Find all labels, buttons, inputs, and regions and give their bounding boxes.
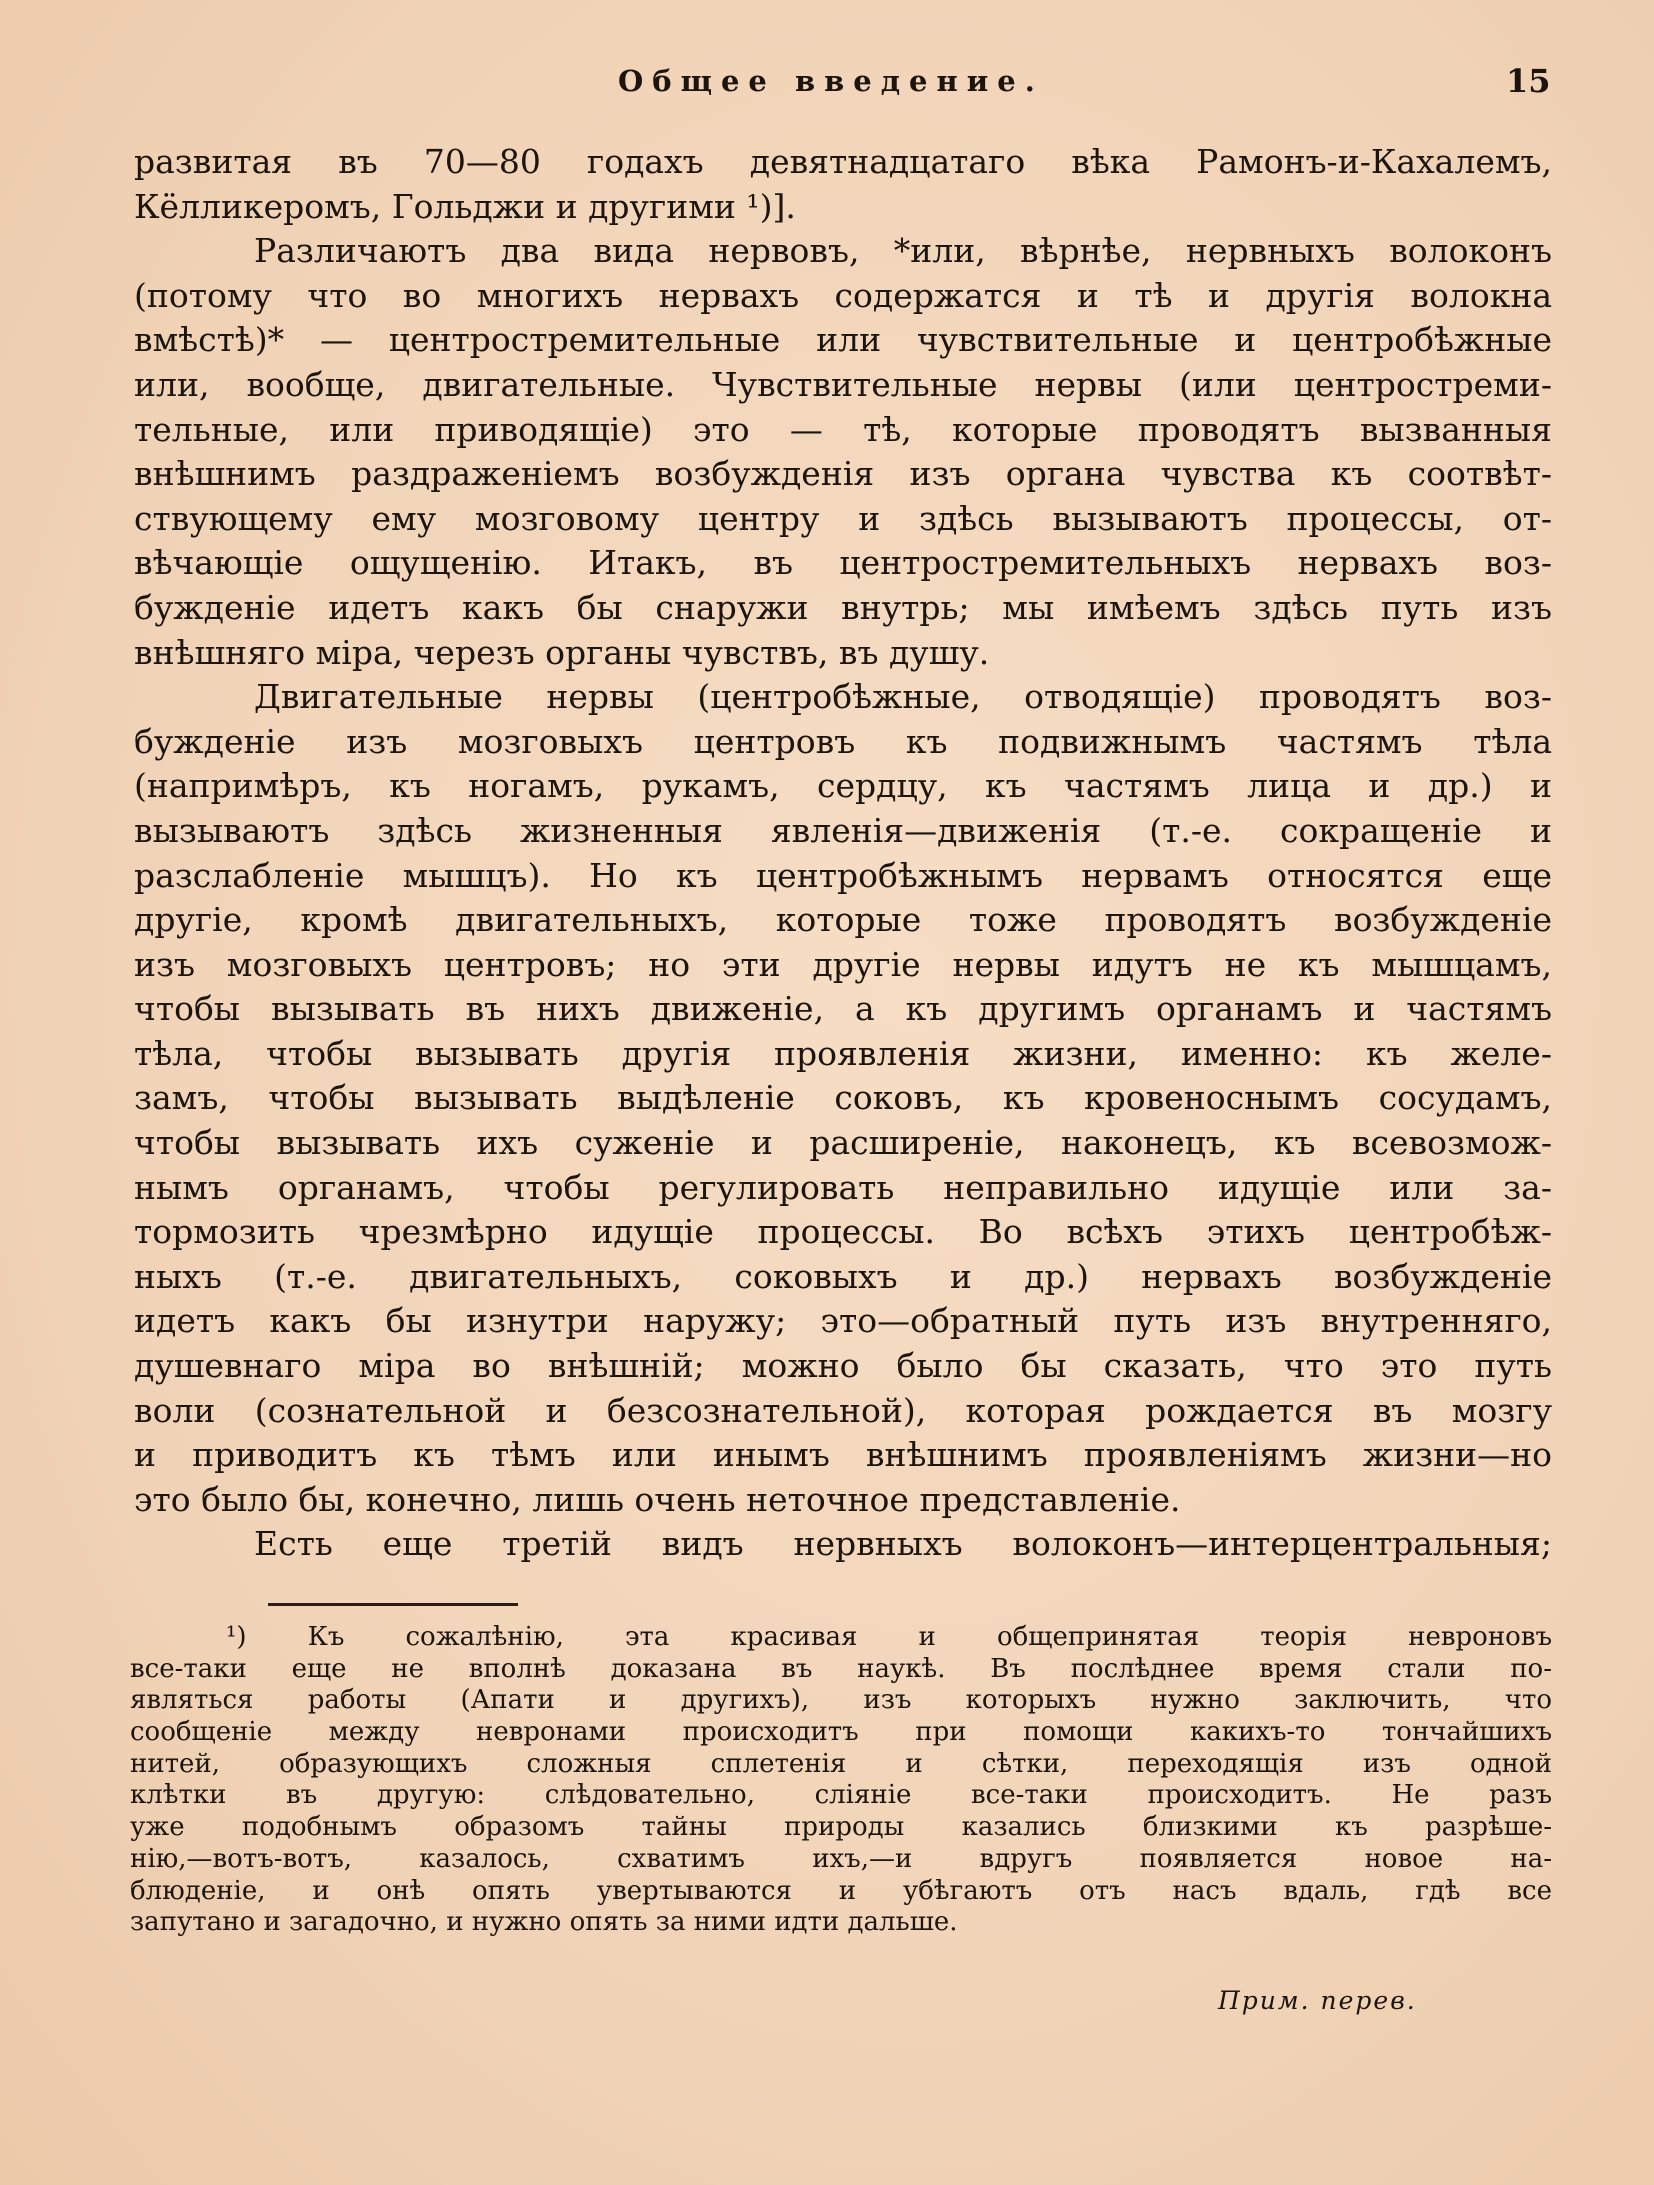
body-line: воли (сознательной и безсознательной), которая рождается въ мозгу xyxy=(134,1390,1552,1430)
body-line: Двигательные нервы (центробѣжные, отводящіе) проводятъ воз- xyxy=(254,677,1552,717)
body-line: ныхъ (т.-е. двигательныхъ, соковыхъ и др.) нервахъ возбужденіе xyxy=(134,1256,1552,1296)
running-head: Общее введение. xyxy=(618,64,1044,98)
footnote-line: все-таки еще не вполнѣ доказана въ наукѣ. Въ послѣднее время стали по- xyxy=(130,1653,1552,1684)
body-line: чтобы вызывать ихъ суженіе и расширеніе, наконецъ, къ всевозмож- xyxy=(134,1123,1552,1163)
body-line: тѣла, чтобы вызывать другія проявленія жизни, именно: къ желе- xyxy=(134,1033,1552,1073)
body-line: и приводитъ къ тѣмъ или инымъ внѣшнимъ проявленіямъ жизни—но xyxy=(134,1435,1552,1475)
body-line: Различаютъ два вида нервовъ, *или, вѣрнѣе, нервныхъ волоконъ xyxy=(254,231,1552,271)
body-line: (напримѣръ, къ ногамъ, рукамъ, сердцу, къ частямъ лица и др.) и xyxy=(134,766,1552,806)
body-line: это было бы, конечно, лишь очень неточное представленіе. xyxy=(134,1479,1181,1519)
footnote-line: являться работы (Апати и другихъ), изъ которыхъ нужно заключить, что xyxy=(130,1685,1552,1716)
footnote-separator xyxy=(268,1603,518,1606)
footnote-line: нитей, образующихъ сложныя сплетенія и сѣтки, переходящія изъ одной xyxy=(130,1748,1552,1779)
body-line: тельные, или приводящіе) это — тѣ, которые проводятъ вызванныя xyxy=(134,409,1552,449)
body-line: тормозить чрезмѣрно идущіе процессы. Во всѣхъ этихъ центробѣж- xyxy=(134,1212,1552,1252)
body-line: или, вообще, двигательные. Чувствительные нервы (или центростреми- xyxy=(134,364,1552,404)
body-line: другіе, кромѣ двигательныхъ, которые тоже проводятъ возбужденіе xyxy=(134,900,1552,940)
body-line: идетъ какъ бы изнутри наружу; это—обратный путь изъ внутренняго, xyxy=(134,1301,1552,1341)
body-line: Кёлликеромъ, Гольджи и другими ¹)]. xyxy=(134,186,796,226)
body-line: душевнаго міра во внѣшній; можно было бы сказать, что это путь xyxy=(134,1346,1552,1386)
body-line: нымъ органамъ, чтобы регулировать неправильно идущіе или за- xyxy=(134,1167,1552,1207)
footnote-line: клѣтки въ другую: слѣдовательно, сліяніе все-таки происходитъ. Не разъ xyxy=(130,1780,1552,1811)
body-line: замъ, чтобы вызывать выдѣленіе соковъ, къ кровеноснымъ сосудамъ, xyxy=(134,1078,1552,1118)
footnote-text xyxy=(130,1622,1552,1939)
body-line: вѣчающіе ощущенію. Итакъ, въ центростремительныхъ нервахъ воз- xyxy=(134,543,1552,583)
footnote-line: уже подобнымъ образомъ тайны природы казались близкими къ разрѣше- xyxy=(130,1812,1552,1843)
footnote-line: сообщеніе между невронами происходитъ при помощи какихъ-то тончайшихъ xyxy=(130,1717,1552,1748)
body-line: вмѣстѣ)* — центростремительные или чувствительные и центробѣжные xyxy=(134,320,1552,360)
body-line: вызываютъ здѣсь жизненныя явленія—движенія (т.-е. сокращеніе и xyxy=(134,810,1552,850)
body-line: чтобы вызывать въ нихъ движеніе, а къ другимъ органамъ и частямъ xyxy=(134,989,1552,1029)
body-line: Есть еще третій видъ нервныхъ волоконъ—интерцентральныя; xyxy=(254,1524,1552,1564)
body-line: внѣшнимъ раздраженіемъ возбужденія изъ органа чувства къ соотвѣт- xyxy=(134,454,1552,494)
body-line: ствующему ему мозговому центру и здѣсь вызываютъ процессы, от- xyxy=(134,498,1552,538)
body-text xyxy=(134,140,1552,1567)
body-line: бужденіе идетъ какъ бы снаружи внутрь; мы имѣемъ здѣсь путь изъ xyxy=(134,587,1552,627)
body-line: бужденіе изъ мозговыхъ центровъ къ подвижнымъ частямъ тѣла xyxy=(134,721,1552,761)
footnote-line: запутано и загадочно, и нужно опять за ними идти дальше. xyxy=(130,1907,958,1938)
body-line: (потому что во многихъ нервахъ содержатся и тѣ и другія волокна xyxy=(134,275,1552,315)
body-line: внѣшняго міра, черезъ органы чувствъ, въ душу. xyxy=(134,632,990,672)
footnote-signature: Прим. перев. xyxy=(1218,1986,1417,2015)
body-line: развитая въ 70—80 годахъ девятнадцатаго вѣка Рамонъ-и-Кахалемъ, xyxy=(134,142,1552,181)
body-line: разслабленіе мышцъ). Но къ центробѣжнымъ нервамъ относятся еще xyxy=(134,855,1552,895)
body-line: изъ мозговыхъ центровъ; но эти другіе нервы идутъ не къ мышцамъ, xyxy=(134,944,1552,984)
page-number: 15 xyxy=(1506,62,1551,100)
footnote-line: нію,—вотъ-вотъ, казалось, схватимъ ихъ,—и вдругъ появляется новое на- xyxy=(130,1843,1552,1874)
footnote-line: блюденіе, и онѣ опять увертываются и убѣгаютъ отъ насъ вдаль, гдѣ все xyxy=(130,1875,1552,1906)
footnote-line: ¹) Къ сожалѣнію, эта красивая и общепринятая теорія невроновъ xyxy=(226,1622,1552,1652)
